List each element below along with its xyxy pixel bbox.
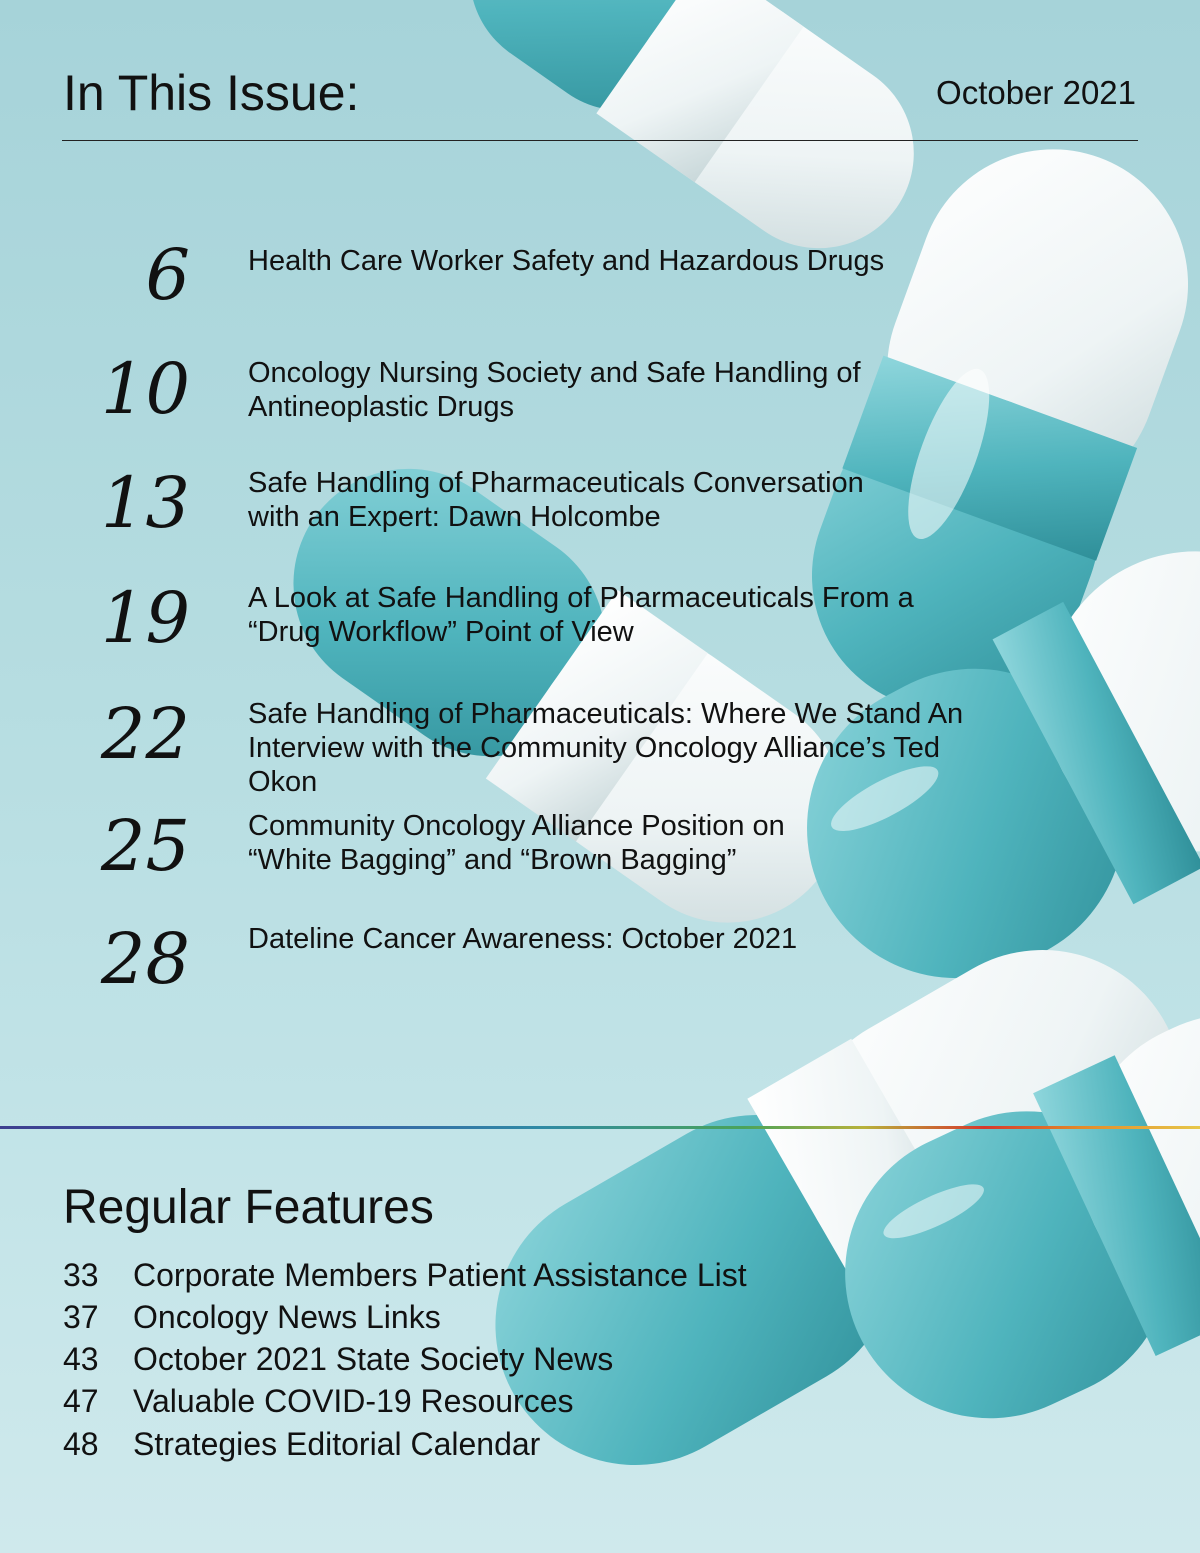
- toc-entry-title[interactable]: Health Care Worker Safety and Hazardous Drugs: [248, 245, 885, 277]
- feature-label: October 2021 State Society News: [133, 1341, 614, 1377]
- feature-item[interactable]: [63, 1381, 574, 1421]
- feature-label: Corporate Members Patient Assistance List: [133, 1257, 747, 1293]
- section-divider: [0, 1126, 1200, 1129]
- regular-features-heading: Regular Features: [63, 1181, 434, 1234]
- feature-label: Strategies Editorial Calendar: [133, 1426, 541, 1462]
- feature-page-number: 37: [63, 1299, 99, 1335]
- toc-page-number: 19: [100, 577, 190, 659]
- toc-page-number: 28: [100, 918, 190, 1000]
- feature-page-number: 33: [63, 1257, 99, 1293]
- feature-item[interactable]: [63, 1424, 540, 1464]
- header-divider: [62, 140, 1138, 141]
- feature-item[interactable]: [63, 1255, 747, 1295]
- feature-item[interactable]: [63, 1339, 613, 1379]
- toc-page-number: 6: [145, 234, 190, 316]
- feature-label: Valuable COVID-19 Resources: [133, 1383, 574, 1419]
- toc-entry-title[interactable]: Oncology Nursing Society and Safe Handling of Antineoplastic Drugs: [248, 357, 861, 423]
- toc-page-number: 10: [100, 348, 190, 430]
- toc-entry-title[interactable]: Community Oncology Alliance Position on “White Bagging” and “Brown Bagging”: [248, 810, 785, 876]
- feature-item[interactable]: [63, 1297, 441, 1337]
- toc-entry-title[interactable]: Safe Handling of Pharmaceuticals Conversation with an Expert: Dawn Holcombe: [248, 467, 864, 533]
- feature-page-number: 43: [63, 1341, 99, 1377]
- page-title: In This Issue:: [63, 65, 360, 121]
- feature-label: Oncology News Links: [133, 1299, 441, 1335]
- toc-entry-title[interactable]: Dateline Cancer Awareness: October 2021: [248, 923, 798, 955]
- toc-entry-title[interactable]: Safe Handling of Pharmaceuticals: Where We Stand An Interview with the Community Oncology Alliance’s Ted Okon: [248, 698, 964, 798]
- feature-page-number: 47: [63, 1383, 99, 1419]
- toc-page-number: 22: [100, 693, 190, 775]
- toc-page-number: 25: [100, 805, 190, 887]
- toc-page-number: 13: [100, 462, 190, 544]
- feature-page-number: 48: [63, 1426, 99, 1462]
- toc-entry-title[interactable]: A Look at Safe Handling of Pharmaceuticals From a “Drug Workflow” Point of View: [248, 582, 914, 648]
- issue-date: October 2021: [936, 74, 1136, 111]
